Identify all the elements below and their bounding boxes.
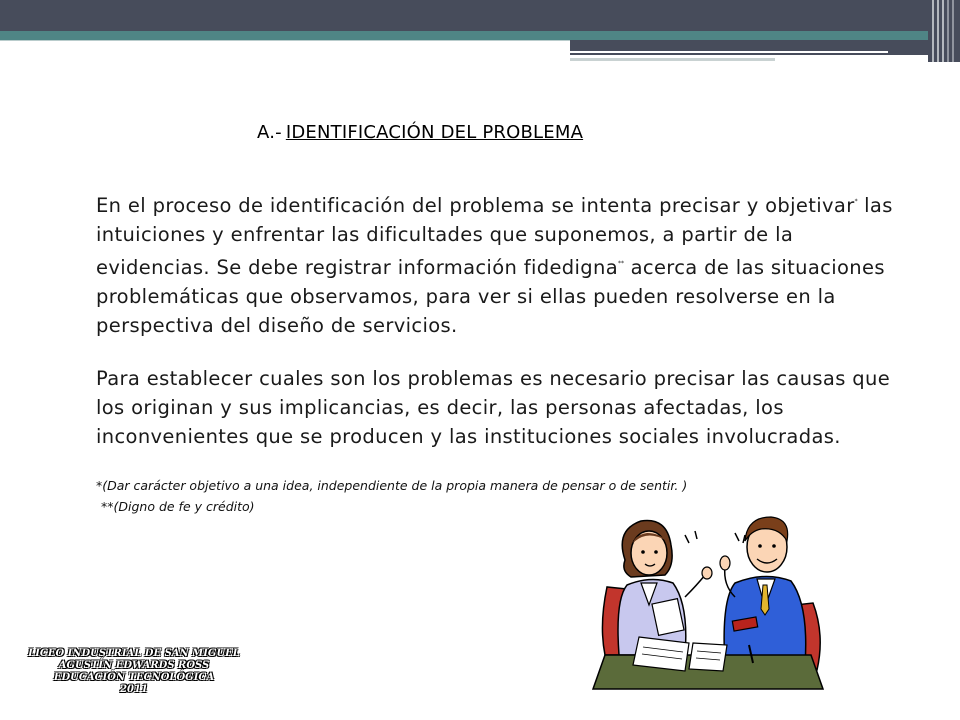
two-people-conversation-illustration bbox=[585, 505, 835, 705]
header-band bbox=[0, 0, 960, 31]
footnote-objetivar: *(Dar carácter objetivo a una idea, independiente de la propia manera de pensar o de sentir. ) bbox=[96, 478, 688, 493]
institution-year: 2011 bbox=[120, 684, 148, 695]
page-title bbox=[257, 122, 583, 143]
paragraph1-text-1: En el proceso de identificación del problema se intenta precisar y objetivar bbox=[96, 194, 855, 217]
institution-department: EDUCACIÓN TECNOLÓGICA bbox=[53, 672, 215, 683]
footnote-fidedigna: **(Digno de fe y crédito) bbox=[101, 499, 255, 514]
header-thin-line bbox=[570, 51, 888, 53]
footnote-marker-1: * bbox=[854, 198, 858, 205]
institution-subname: AGUSTÍN EDWARDS ROSS bbox=[58, 660, 210, 671]
title-heading: IDENTIFICACIÓN DEL PROBLEMA bbox=[285, 122, 584, 143]
paragraph-causes: Para establecer cuales son los problemas es necesario precisar las causas que los originan y sus implicancias, es decir, las personas afectadas, los inconvenientes que se producen y las instituciones sociales involucradas. bbox=[96, 367, 891, 448]
header-divider-line bbox=[0, 40, 570, 41]
title-prefix: A.- bbox=[257, 122, 282, 143]
footnote-marker-2: ** bbox=[618, 260, 625, 267]
institution-name: LICEO INDUSTRIAL DE SAN MIGUEL bbox=[28, 648, 240, 659]
institution-label bbox=[16, 648, 252, 696]
corner-decoration bbox=[928, 0, 960, 62]
header-light-line bbox=[570, 58, 775, 61]
paragraph1-text-2: las intuiciones y enfrentar las dificultades que suponemos, a partir de la evidencias. Se debe registrar información fidedigna bbox=[96, 194, 893, 279]
header-accent-strip bbox=[0, 31, 935, 40]
paragraph1-text-3: acerca de las situaciones problemáticas que observamos, para ver si ellas pueden resolverse en la perspectiva del diseño de servicios. bbox=[96, 256, 885, 337]
paragraph-identification bbox=[96, 187, 902, 340]
